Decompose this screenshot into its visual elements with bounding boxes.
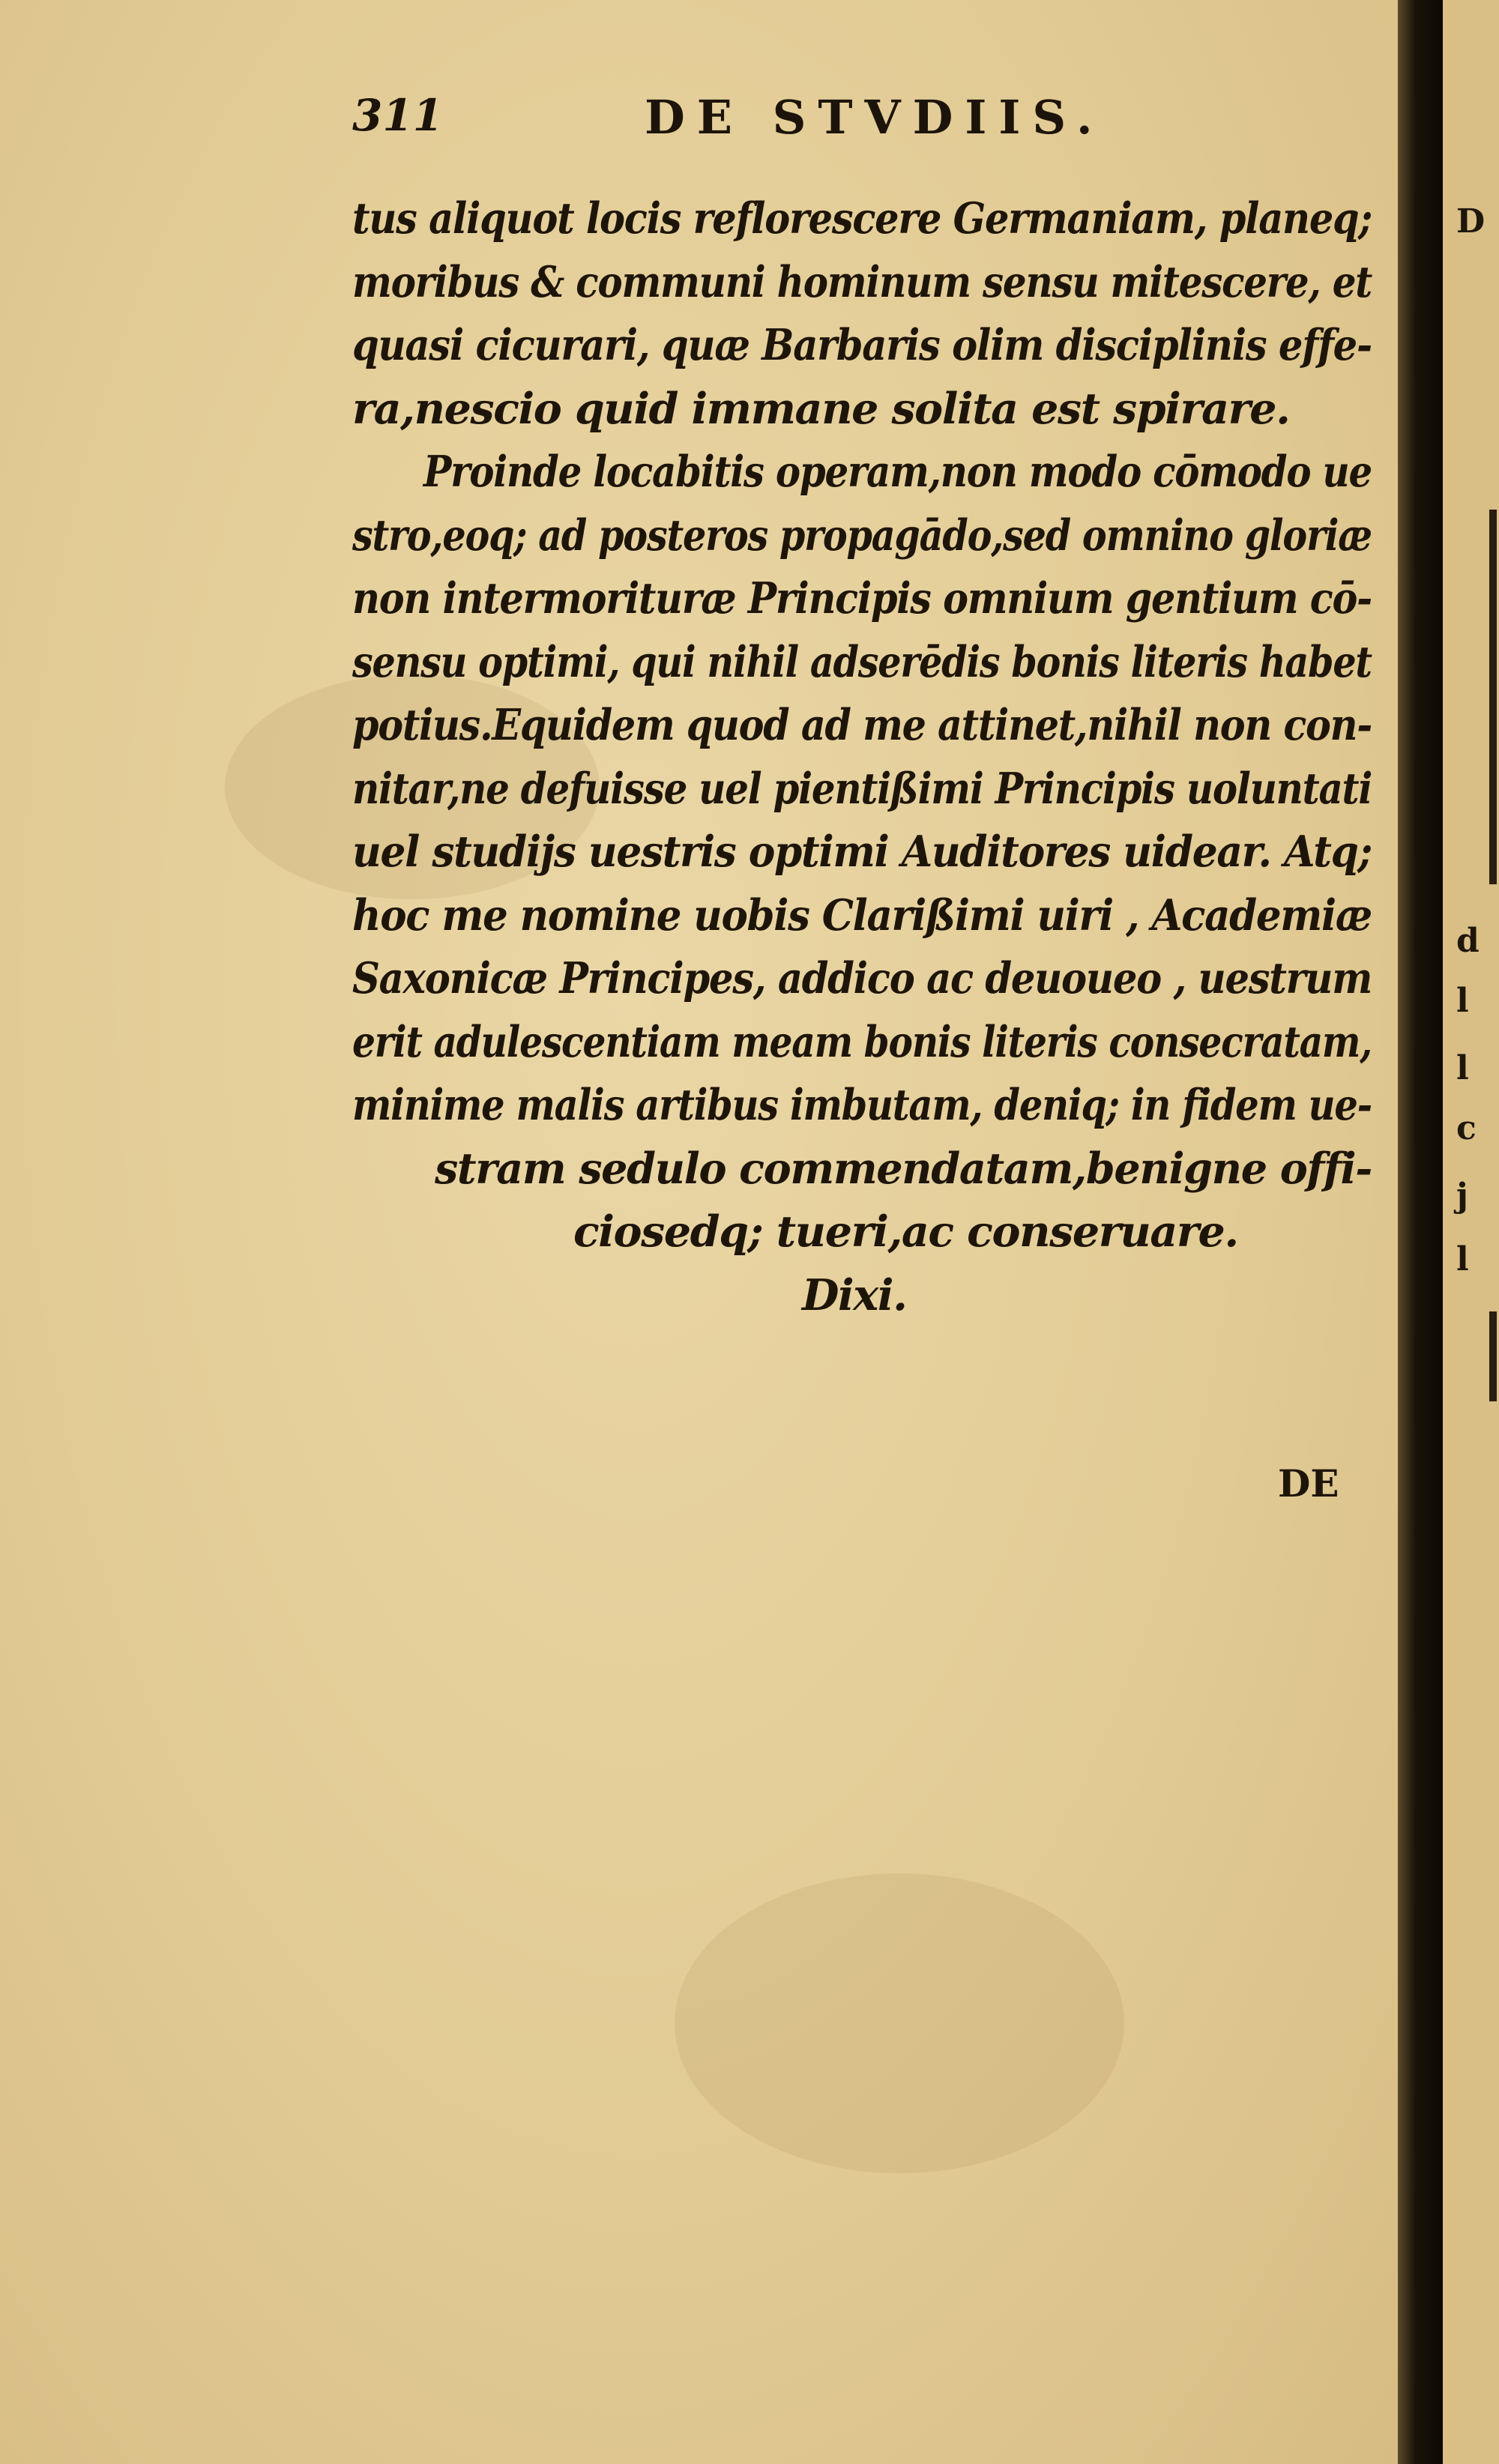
page-header bbox=[352, 90, 1372, 157]
facing-page-glyph: l bbox=[1456, 1240, 1469, 1278]
text-line: minime malis artibus imbutam, deniq; in fidem ue- bbox=[352, 1080, 1372, 1130]
text-line: stro,eoq; ad posteros propagādo,sed omnino gloriæ bbox=[352, 510, 1372, 561]
facing-page-glyph: j bbox=[1456, 1177, 1468, 1215]
book-gutter bbox=[1398, 0, 1443, 2464]
text-line: sensu optimi, qui nihil adserēdis bonis literis habet bbox=[352, 636, 1372, 687]
text-line: erit adulescentiam meam bonis literis consecratam, bbox=[352, 1016, 1372, 1067]
text-line: uel studijs uestris optimi Auditores uidear. Atq; bbox=[352, 827, 1372, 877]
text-line: nitar,ne defuisse uel pientißimi Principis uoluntati bbox=[352, 763, 1372, 814]
facing-page-glyph: D bbox=[1456, 202, 1486, 241]
text-line: ciosedq; tueri,ac conseruare. bbox=[573, 1207, 1238, 1257]
facing-page-glyph: c bbox=[1456, 1109, 1477, 1147]
text-block bbox=[352, 187, 1372, 1327]
facing-page-glyph: l bbox=[1456, 1049, 1469, 1087]
facing-page-glyph: d bbox=[1456, 922, 1480, 960]
text-line: stram sedulo commendatam,benigne offi- bbox=[435, 1143, 1372, 1194]
text-line: Proinde locabitis operam,non modo cōmodo ue bbox=[423, 447, 1372, 497]
text-line: Dixi. bbox=[802, 1269, 907, 1320]
facing-page-edge bbox=[1443, 0, 1499, 2464]
text-line: ra,nescio quid immane solita est spirare. bbox=[352, 383, 1290, 434]
running-head: DE STVDIIS. bbox=[645, 90, 1105, 145]
text-line: potius.Equidem quod ad me attinet,nihil non con- bbox=[352, 700, 1372, 750]
text-line: quasi cicurari, quæ Barbaris olim disciplinis effe- bbox=[352, 320, 1372, 370]
facing-page-rule bbox=[1489, 510, 1497, 884]
text-line: non intermorituræ Principis omnium gentium cō- bbox=[352, 573, 1372, 623]
text-line: Saxonicæ Principes, addico ac deuoueo , uestrum bbox=[352, 953, 1372, 1003]
page-number: 311 bbox=[352, 90, 444, 141]
paper-stain bbox=[675, 1873, 1124, 2173]
catchword: DE bbox=[1278, 1461, 1339, 1506]
facing-page-glyph: l bbox=[1456, 982, 1469, 1020]
text-line: moribus & communi hominum sensu mitescere, et bbox=[352, 256, 1372, 307]
text-line: hoc me nomine uobis Clarißimi uiri , Academiæ bbox=[352, 890, 1372, 940]
facing-page-rule bbox=[1489, 1311, 1497, 1401]
text-line: tus aliquot locis reflorescere Germaniam, planeq; bbox=[352, 193, 1372, 244]
